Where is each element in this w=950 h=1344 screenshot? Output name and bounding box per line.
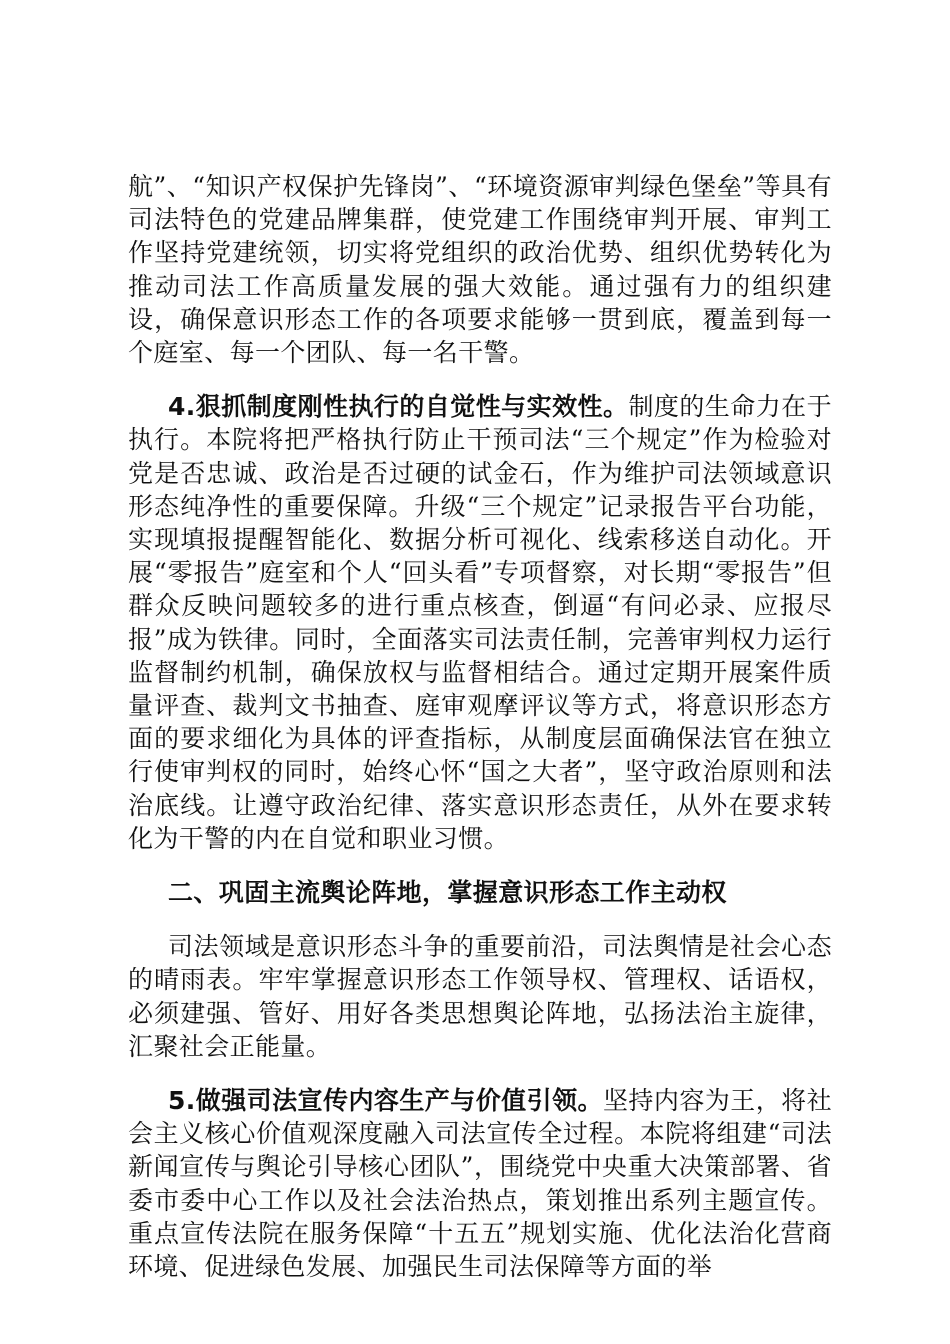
paragraph-text: 司法领域是意识形态斗争的重要前沿，司法舆情是社会心态的晴雨表。牢牢掌握意识形态工作领导权、管理权、话语权，必须建强、管好、用好各类思想舆论阵地，弘扬法治主旋律，汇聚社会正能量。 (128, 932, 832, 1061)
paragraph-lead-title: 5.做强司法宣传内容生产与价值引领。 (168, 1086, 603, 1116)
paragraph-text: 制度的生命力在于执行。本院将把严格执行防止干预司法“三个规定”作为检验对党是否忠诚、政治是否过硬的试金石，作为维护司法领域意识形态纯净性的重要保障。升级“三个规定”记录报告平台功能，实现填报提醒智能化、数据分析可视化、线索移送自动化。开展“零报告”庭室和个人“回头看”专项督察，对长期“零报告”但群众反映问题较多的进行重点核查，倒逼“有问必录、应报尽报”成为铁律。同时，全面落实司法责任制，完善审判权力运行监督制约机制，确保放权与监督相结合。通过定期开展案件质量评查、裁判文书抽查、庭审观摩评议等方式，将意识形态方面的要求细化为具体的评查指标，从制度层面确保法官在独立行使审判权的同时，始终心怀“国之大者”，坚守政治原则和法治底线。让遵守政治纪律、落实意识形态责任，从外在要求转化为干警的内在自觉和职业习惯。 (128, 392, 833, 853)
paragraph-item-4 (128, 390, 832, 855)
paragraph-continuation (128, 170, 832, 369)
paragraph-section-intro (128, 930, 832, 1063)
paragraph-lead-title: 4.狠抓制度刚性执行的自觉性与实效性。 (168, 392, 629, 422)
paragraph-text: 航”、“知识产权保护先锋岗”、“环境资源审判绿色堡垒”等具有司法特色的党建品牌集群，使党建工作围绕审判开展、审判工作坚持党建统领，切实将党组织的政治优势、组织优势转化为推动司法工作高质量发展的强大效能。通过强有力的组织建设，确保意识形态工作的各项要求能够一贯到底，覆盖到每一个庭室、每一个团队、每一名干警。 (128, 172, 832, 368)
paragraph-text: 坚持内容为王，将社会主义核心价值观深度融入司法宣传全过程。本院将组建“司法新闻宣传与舆论引导核心团队”，围绕党中央重大决策部署、省委市委中心工作以及社会法治热点，策划推出系列主题宣传。重点宣传法院在服务保障“十五五”规划实施、优化法治化营商环境、促进绿色发展、加强民生司法保障等方面的举 (128, 1086, 833, 1282)
section-heading: 二、巩固主流舆论阵地，掌握意识形态工作主动权 (168, 878, 727, 908)
paragraph-item-5 (128, 1084, 832, 1283)
document-body (128, 170, 832, 1304)
